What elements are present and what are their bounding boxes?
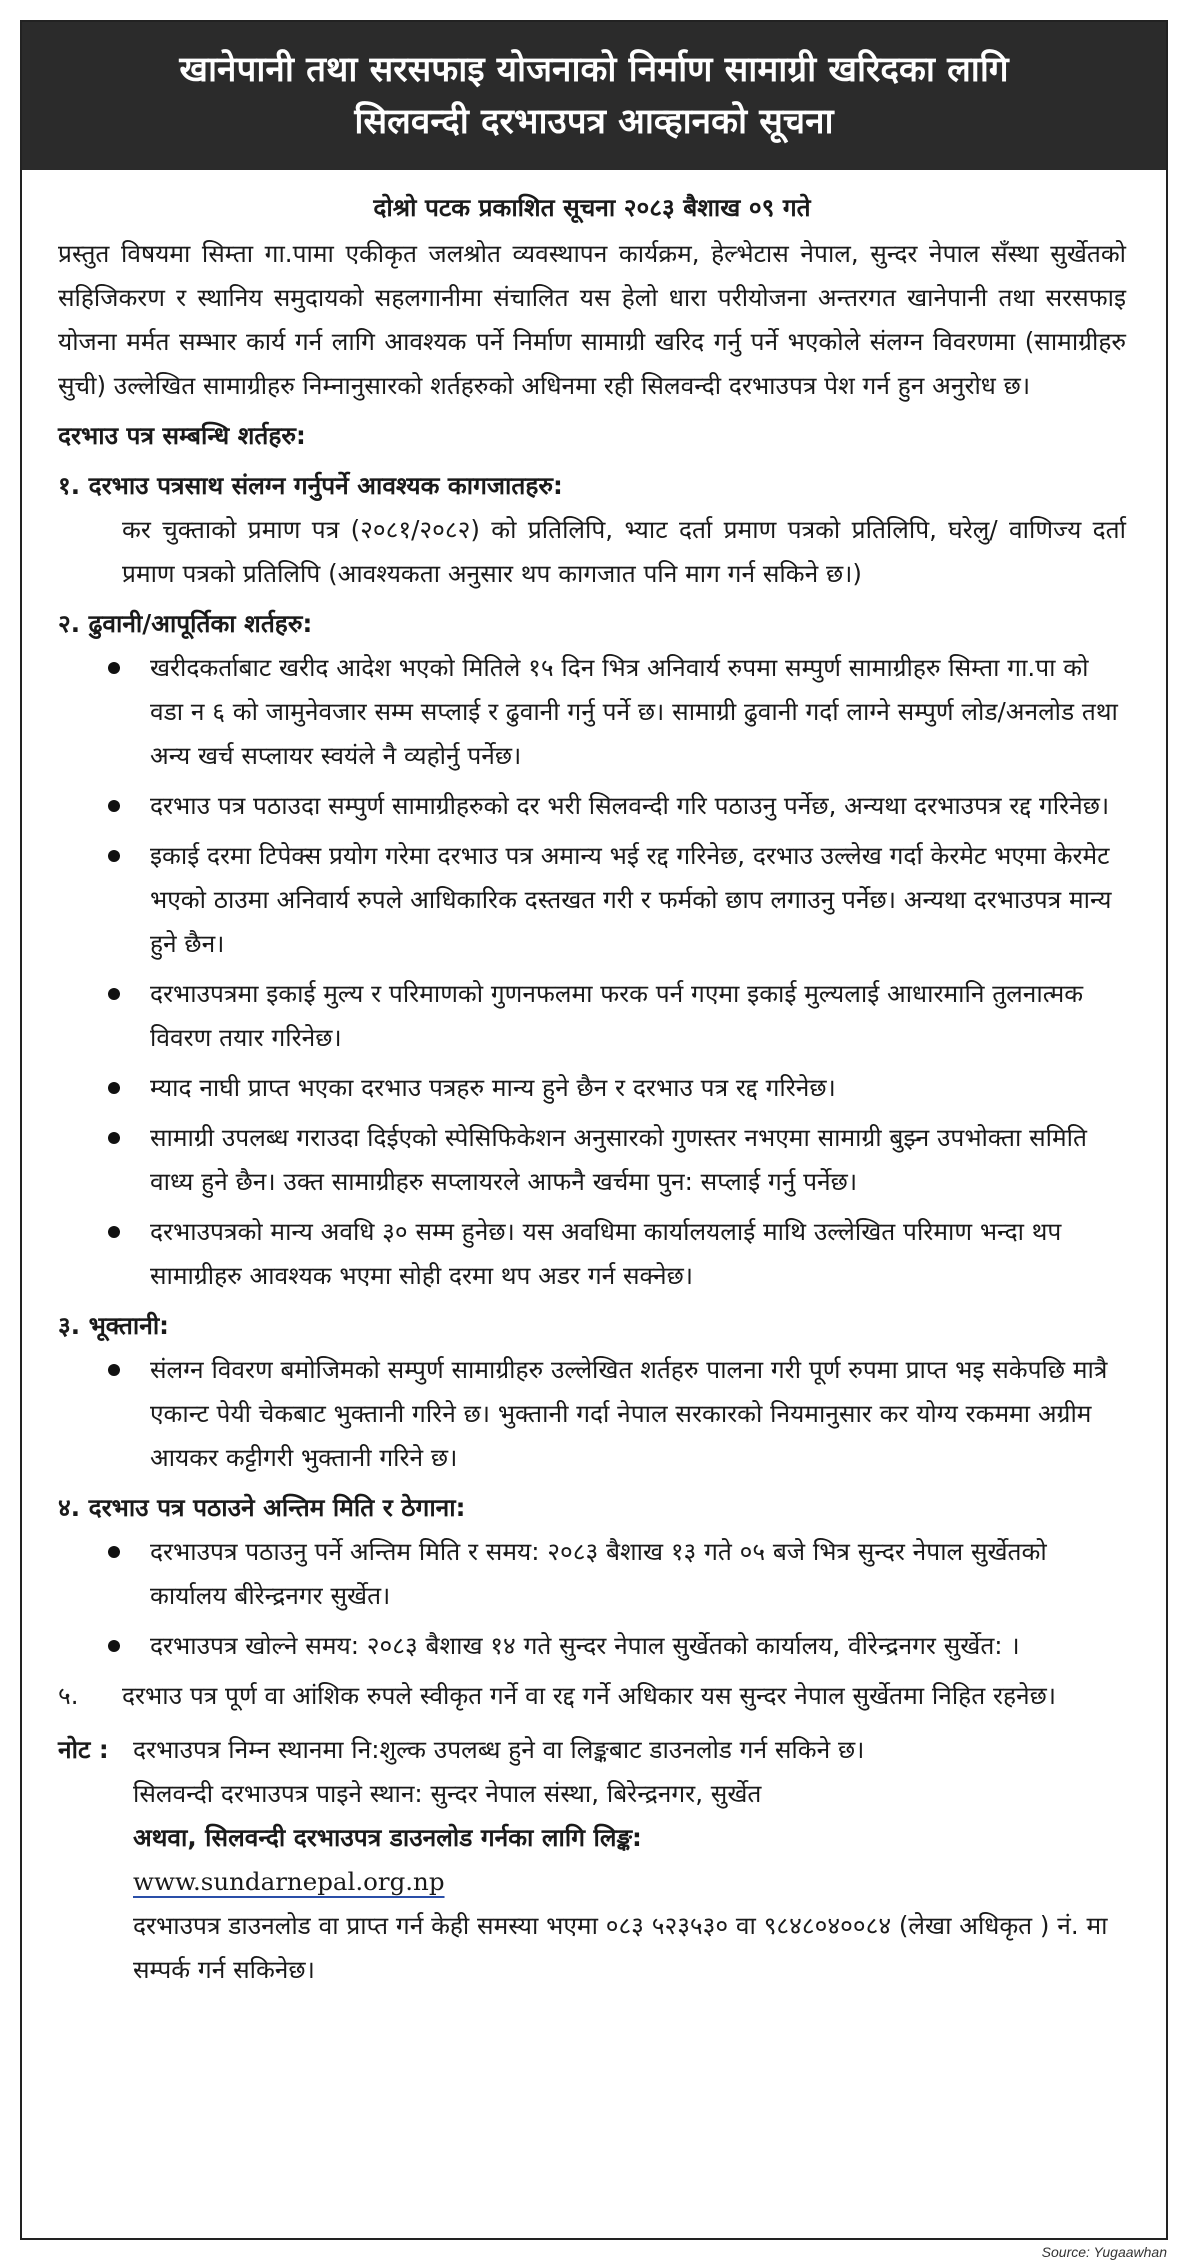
download-link[interactable]: www.sundarnepal.org.np — [133, 1867, 445, 1896]
list-item-text: दरभाउपत्र खोल्ने समय: २०८३ बैशाख १४ गते सुन्दर नेपाल सुर्खेतको कार्यालय, वीरेन्द्रनगर सुर्खेत: । — [150, 1631, 1020, 1660]
section-4-list — [58, 1530, 1126, 1668]
note-line-1: दरभाउपत्र निम्न स्थानमा नि:शुल्क उपलब्ध हुने वा लिङ्कबाट डाउनलोड गर्न सकिने छ। — [133, 1735, 865, 1764]
section-2-heading: २. ढुवानी/आपूर्तिका शर्तहरु: — [58, 609, 313, 638]
section-5-number: ५. — [58, 1681, 79, 1710]
terms-heading: दरभाउ पत्र सम्बन्धि शर्तहरु: — [58, 421, 306, 450]
section-1-heading: १. दरभाउ पत्रसाथ संलग्न गर्नुपर्ने आवश्यक कागजातहरु: — [58, 471, 563, 500]
list-item — [58, 834, 1126, 966]
note-line-3: अथवा, सिलवन्दी दरभाउपत्र डाउनलोड गर्नका लागि लिङ्क: — [133, 1823, 642, 1852]
list-item-text: संलग्न विवरण बमोजिमको सम्पुर्ण सामाग्रीहरु उल्लेखित शर्तहरु पालना गरी पूर्ण रुपमा प्राप्त भइ सकेपछि मात्रै एकान्ट पेयी चेकबाट भुक्तानी गरिने छ। भुक्तानी गर्दा नेपाल सरकारको नियमानुसार कर योग्य रकममा अग्रीम आयकर कट्टीगरी भुक्तानी गरिने छ। — [150, 1355, 1108, 1472]
notice-body — [22, 170, 1166, 1992]
list-item-text: दरभाउपत्र पठाउनु पर्ने अन्तिम मिति र समय: २०८३ बैशाख १३ गते ०५ बजे भित्र सुन्दर नेपाल सुर्खेतको कार्यालय बीरेन्द्रनगर सुर्खेत। — [150, 1537, 1047, 1610]
section-2-list — [58, 646, 1126, 1298]
list-item-text: दरभाउ पत्र पठाउदा सम्पुर्ण सामाग्रीहरुको दर भरी सिलवन्दी गरि पठाउनु पर्नेछ, अन्यथा दरभाउपत्र रद्द गरिनेछ। — [150, 791, 1110, 820]
list-item-text: इकाई दरमा टिपेक्स प्रयोग गरेमा दरभाउ पत्र अमान्य भई रद्द गरिनेछ, दरभाउ उल्लेख गर्दा केरमेट भएमा केरमेट भएको ठाउमा अनिवार्य रुपले आधिकारिक दस्तखत गरी र फर्मको छाप लगाउनु पर्नेछ। अन्यथा दरभाउपत्र मान्य हुने छैन। — [150, 841, 1112, 958]
bullet-icon — [108, 662, 120, 674]
bullet-icon — [108, 850, 120, 862]
notice-title-line-2: सिलवन्दी दरभाउपत्र आव्हानको सूचना — [354, 102, 834, 142]
note-line-2: सिलवन्दी दरभाउपत्र पाइने स्थान: सुन्दर नेपाल संस्था, बिरेन्द्रनगर, सुर्खेत — [133, 1779, 762, 1808]
list-item — [58, 1066, 1126, 1110]
list-item — [58, 646, 1126, 778]
section-3-heading: ३. भूक्तानी: — [58, 1311, 169, 1340]
section-1-body: कर चुक्ताको प्रमाण पत्र (२०८१/२०८२) को प्रतिलिपि, भ्याट दर्ता प्रमाण पत्रको प्रतिलिपि, घरेलु/ वाणिज्य दर्ता प्रमाण पत्रको प्रतिलिपि (आवश्यकता अनुसार थप कागजात पनि माग गर्न सकिने छ।) — [122, 515, 1126, 588]
note-label: नोट : — [58, 1735, 109, 1764]
notice-title-line-1: खानेपानी तथा सरसफाइ योजनाको निर्माण सामाग्री खरिदका लागि — [179, 50, 1009, 90]
note — [58, 1728, 1126, 1772]
note-line-4: दरभाउपत्र डाउनलोड वा प्राप्त गर्न केही समस्या भएमा ०८३ ५२३५३० वा ९८४८०४००८४ (लेखा अधिकृत ) नं. मा सम्पर्क गर्न सकिनेछ। — [133, 1911, 1108, 1984]
list-item — [58, 1530, 1126, 1618]
notice-header — [22, 22, 1166, 170]
list-item — [58, 1348, 1126, 1480]
bullet-icon — [108, 1546, 120, 1558]
bullet-icon — [108, 1226, 120, 1238]
bullet-icon — [108, 1640, 120, 1652]
intro-paragraph: प्रस्तुत विषयमा सिम्ता गा.पामा एकीकृत जलश्रोत व्यवस्थापन कार्यक्रम, हेल्भेटास नेपाल, सुन्दर नेपाल सँस्था सुर्खेतको सहिजिकरण र स्थानिय समुदायको सहलगानीमा संचालित यस हेलो धारा परीयोजना अन्तरगत खानेपानी तथा सरसफाइ योजना मर्मत सम्भार कार्य गर्न लागि आवश्यक पर्ने निर्माण सामाग्री खरिद गर्नु पर्ने भएकोले संलग्न विवरणमा (सामाग्रीहरु सुची) उल्लेखित सामाग्रीहरु निम्नानुसारको शर्तहरुको अधिनमा रही सिलवन्दी दरभाउपत्र पेश गर्न हुन अनुरोध छ। — [58, 239, 1126, 400]
note-details — [58, 1772, 1126, 1992]
section-3-list — [58, 1348, 1126, 1480]
bullet-icon — [108, 1364, 120, 1376]
list-item — [58, 784, 1126, 828]
list-item — [58, 1624, 1126, 1668]
bullet-icon — [108, 988, 120, 1000]
list-item-text: दरभाउपत्रमा इकाई मुल्य र परिमाणको गुणनफलमा फरक पर्न गएमा इकाई मुल्यलाई आधारमानि तुलनात्मक विवरण तयार गरिनेछ। — [150, 979, 1084, 1052]
bullet-icon — [108, 800, 120, 812]
list-item — [58, 1116, 1126, 1204]
list-item — [58, 1210, 1126, 1298]
section-5 — [58, 1674, 1126, 1718]
section-4-heading: ४. दरभाउ पत्र पठाउने अन्तिम मिति र ठेगाना: — [58, 1493, 466, 1522]
list-item-text: खरीदकर्ताबाट खरीद आदेश भएको मितिले १५ दिन भित्र अनिवार्य रुपमा सम्पुर्ण सामाग्रीहरु सिम्ता गा.पा को वडा न ६ को जामुनेवजार सम्म सप्लाई र ढुवानी गर्नु पर्ने छ। सामाग्री ढुवानी गर्दा लाग्ने सम्पुर्ण लोड/अनलोड तथा अन्य खर्च सप्लायर स्वयंले नै व्यहोर्नु पर्नेछ। — [150, 653, 1118, 770]
list-item-text: सामाग्री उपलब्ध गराउदा दिईएको स्पेसिफिकेशन अनुसारको गुणस्तर नभएमा सामाग्री बुझ्न उपभोक्ता समिति वाध्य हुने छैन। उक्त सामाग्रीहरु सप्लायरले आफनै खर्चमा पुन: सप्लाई गर्नु पर्नेछ। — [150, 1123, 1087, 1196]
list-item-text: म्याद नाघी प्राप्त भएका दरभाउ पत्रहरु मान्य हुने छैन र दरभाउ पत्र रद्द गरिनेछ। — [150, 1073, 836, 1102]
notice-frame — [20, 20, 1168, 2240]
source-credit: Source: Yugaawhan — [1041, 2244, 1167, 2260]
list-item-text: दरभाउपत्रको मान्य अवधि ३० सम्म हुनेछ। यस अवधिमा कार्यालयलाई माथि उल्लेखित परिमाण भन्दा थप सामाग्रीहरु आवश्यक भएमा सोही दरमा थप अडर गर्न सक्नेछ। — [150, 1217, 1062, 1290]
list-item — [58, 972, 1126, 1060]
notice-subtitle: दोश्रो पटक प्रकाशित सूचना २०८३ बैशाख ०९ गते — [373, 193, 811, 222]
section-5-body: दरभाउ पत्र पूर्ण वा आंशिक रुपले स्वीकृत गर्ने वा रद्द गर्ने अधिकार यस सुन्दर नेपाल सुर्खेतमा निहित रहनेछ। — [122, 1681, 1057, 1710]
bullet-icon — [108, 1082, 120, 1094]
bullet-icon — [108, 1132, 120, 1144]
